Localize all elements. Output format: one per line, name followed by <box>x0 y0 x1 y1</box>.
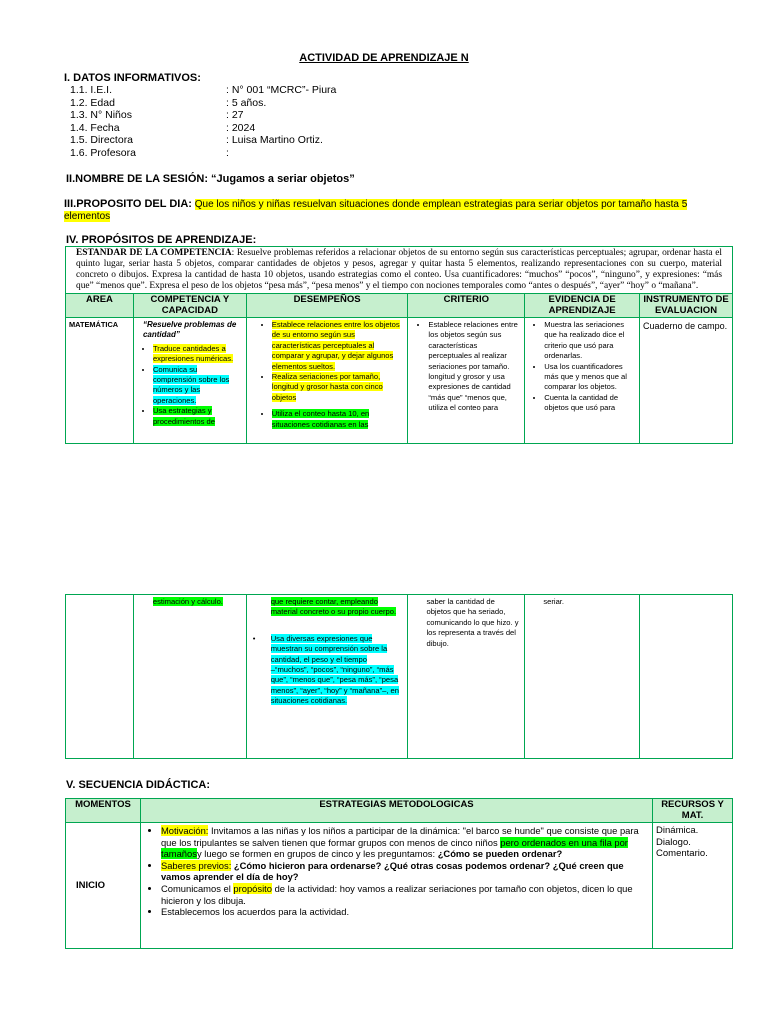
info-label: 1.6. Profesora <box>70 146 136 159</box>
desempeno-item: Realiza seriaciones por tamaño, longitud y grosor hasta con cinco objetos <box>271 372 383 402</box>
strategy-text: de la actividad: hoy vamos a realizar seriaciones por tamaño con objetos, dicen lo que hicieron y los dibuja. <box>160 882 633 906</box>
strategy-label: Motivación: <box>160 825 209 836</box>
info-value: : <box>226 146 229 159</box>
strategy-question: ¿Cómo hicieron para ordenarse? ¿Qué otras cosas podemos ordenar? ¿Qué creen que vamos aprender el día de hoy? <box>160 859 624 883</box>
table-row <box>66 823 733 949</box>
section-heading-sesion: II.NOMBRE DE LA SESIÓN: “Jugamos a seriar objetos” <box>66 173 355 185</box>
table-header-row <box>66 294 733 318</box>
resource-item: Dinámica. <box>656 825 699 836</box>
info-value: : N° 001 “MCRC”- Piura <box>226 84 337 96</box>
proposito-del-dia <box>64 198 704 223</box>
info-label: 1.5. Directora <box>70 134 134 146</box>
resources-cell <box>653 823 733 949</box>
header-momentos: MOMENTOS <box>66 799 141 823</box>
standard-text: : Resuelve problemas referidos a relacionar objetos de su entorno según sus características perceptuales; agrupar, ordenar hasta el quinto lugar, seriar hasta 5 objetos, comparar cantidades de objetos y pesos, agregar y quitar hasta 5 elementos, realizando representaciones con su cuerpo, material concreto o dibujos. Expresa la cantidad de hasta 10 objetos, usando estrategias como el conteo. Usa cuantificadores: “muchos” “pocos”, “ninguno”, y expresiones: “más que” “menos que”. Expresa el peso de los objetos “pesa más”, “pesa menos” y el tiempo con nociones temporales como “antes o después”, “ayer” “hoy” o “mañana”. <box>76 248 722 291</box>
info-list <box>70 84 470 164</box>
desempeno-continued: que requiere contar, empleando material concreto o su propio cuerpo. <box>270 597 397 617</box>
moment-cell: INICIO <box>66 823 141 949</box>
strategy-item <box>161 860 648 883</box>
strategy-text: y luego se formen en grupos de cinco y les preguntamos: <box>196 848 438 860</box>
criterio-cell-cont: saber la cantidad de objetos que ha seriado, comunicando lo que hizo. y los representa a través del dibujo. <box>408 595 525 759</box>
section-heading-propositos: IV. PROPÓSITOS DE APRENDIZAJE: <box>66 234 257 246</box>
area-cell: MATEMÁTICA <box>66 318 134 444</box>
table-header-row <box>66 799 733 823</box>
header-criterio: CRITERIO <box>408 294 525 318</box>
desempeno-item: Utiliza el conteo hasta 10, en situaciones cotidianas en las <box>271 409 370 429</box>
criterio-cell <box>408 318 525 444</box>
info-label: 1.1. I.E.I. <box>70 84 113 96</box>
info-value: : Luisa Martino Ortiz. <box>226 134 323 146</box>
desempenos-cell-cont: que requiere contar, empleando material concreto o su propio cuerpo. • Usa diversas expresiones que muestran su comprensión sobre la cantidad, el peso y el tiempo –“muchos”, “pocos”, “ninguno”, “más que”, “menos que”, “pesa más”, “pesa menos”, “ayer”, “hoy” y “mañana”–, en situaciones cotidianas. <box>246 595 408 759</box>
capacidad-item: Usa estrategias y procedimientos de <box>152 406 215 426</box>
info-label: 1.3. N° Niños <box>70 109 132 121</box>
instrumento-cell-cont <box>640 595 733 759</box>
header-area: AREA <box>66 294 134 318</box>
evidencia-item: Muestra las seriaciones que ha realizado dice el criterio que usó para ordenarlas. <box>544 320 625 361</box>
header-estrategias: ESTRATEGIAS METODOLOGICAS <box>140 799 652 823</box>
strategy-text: Comunicamos el <box>160 882 234 894</box>
competencia-cell <box>133 318 246 444</box>
evidencia-cell-cont: seriar. <box>525 595 640 759</box>
strategies-cell <box>140 823 652 949</box>
info-label: 1.4. Fecha <box>70 121 120 134</box>
propositos-table <box>65 246 733 444</box>
proposito-label: III.PROPOSITO DEL DIA: <box>64 198 192 210</box>
instrumento-cell: Cuaderno de campo. <box>640 318 733 444</box>
resource-item: Dialogo. <box>656 836 691 848</box>
table-row <box>66 595 733 759</box>
strategy-label: Saberes previos: <box>160 859 232 871</box>
info-value: : 27 <box>226 109 244 121</box>
capacidad-item: Comunica su comprensión sobre los números y las operaciones. <box>152 364 230 405</box>
document-title: ACTIVIDAD DE APRENDIZAJE N <box>299 52 469 64</box>
info-value: : 5 años. <box>226 96 267 109</box>
header-recursos: RECURSOS Y MAT. <box>653 799 733 823</box>
strategy-label: propósito <box>233 882 272 894</box>
header-evidencia: EVIDENCIA DE APRENDIZAJE <box>525 294 640 318</box>
section-heading-datos: I. DATOS INFORMATIVOS: <box>64 72 201 84</box>
secuencia-table <box>65 798 733 949</box>
resource-item: Comentario. <box>656 848 708 860</box>
strategy-text: Establecemos los acuerdos para la actividad. <box>160 906 350 918</box>
evidencia-cell <box>525 318 640 444</box>
table-row <box>66 318 733 444</box>
strategy-question: ¿Cómo se pueden ordenar? <box>437 848 563 860</box>
strategy-highlight: pero ordenados en una fila por tamaños <box>160 836 628 860</box>
capacidad-continued: estimación y cálculo. <box>152 597 223 606</box>
standard-cell <box>66 247 733 294</box>
section-heading-secuencia: V. SECUENCIA DIDÁCTICA: <box>66 779 211 791</box>
standard-label: ESTANDAR DE LA COMPETENCIA <box>76 248 232 258</box>
desempeno-item: Establece relaciones entre los objetos de su entorno según sus características perceptuales al comparar y agrupar, y dejar algunos elementos sueltos. <box>271 320 400 371</box>
area-cell-cont <box>66 595 134 759</box>
evidencia-item: Cuenta la cantidad de objetos que usó para <box>544 392 619 413</box>
strategy-text: Invitamos a las niñas y los niños a participar de la dinámica: "el barco se hunde" que consiste que para que los tripulantes se salven tienen que formar grupos con menos de cinco niños <box>160 825 639 848</box>
info-label: 1.2. Edad <box>70 96 115 109</box>
proposito-text: Que los niños y niñas resuelvan situaciones donde emplean estrategias para seriar objetos por tamaño hasta 5 elementos <box>64 199 688 222</box>
strategy-item <box>161 883 648 906</box>
header-desempenos: DESEMPEÑOS <box>246 294 408 318</box>
header-competencia: COMPETENCIA Y CAPACIDAD <box>133 294 246 318</box>
competencia-title: “Resuelve problemas de cantidad” <box>142 320 237 340</box>
propositos-table-continued <box>65 594 733 759</box>
capacidad-item: Traduce cantidades a expresiones numéricas. <box>152 343 234 364</box>
desempeno-item: Usa diversas expresiones que muestran su comprensión sobre la cantidad, el peso y el tiempo –“muchos”, “pocos”, “ninguno”, “más que”, “menos que”, “pesa más”, “pesa menos”, “ayer”, “hoy” y “mañana”–, en situaciones cotidianas. <box>270 633 399 706</box>
evidencia-item: Usa los cuantificadores más que y menos que al comparar los objetos. <box>544 361 627 392</box>
desempenos-cell <box>246 318 408 444</box>
competencia-cell-cont <box>133 595 246 759</box>
strategy-item <box>161 825 648 860</box>
strategy-item <box>161 906 648 918</box>
info-value: : 2024 <box>226 121 256 134</box>
criterio-text: Establece relaciones entre los objetos según sus características perceptuales al realizar seriaciones por tamaño. longitud y grosor y usa expresiones de cantidad “más que” “menos que, utiliza el conteo para <box>428 320 518 413</box>
header-instrumento: INSTRUMENTO DE EVALUACION <box>640 294 733 318</box>
